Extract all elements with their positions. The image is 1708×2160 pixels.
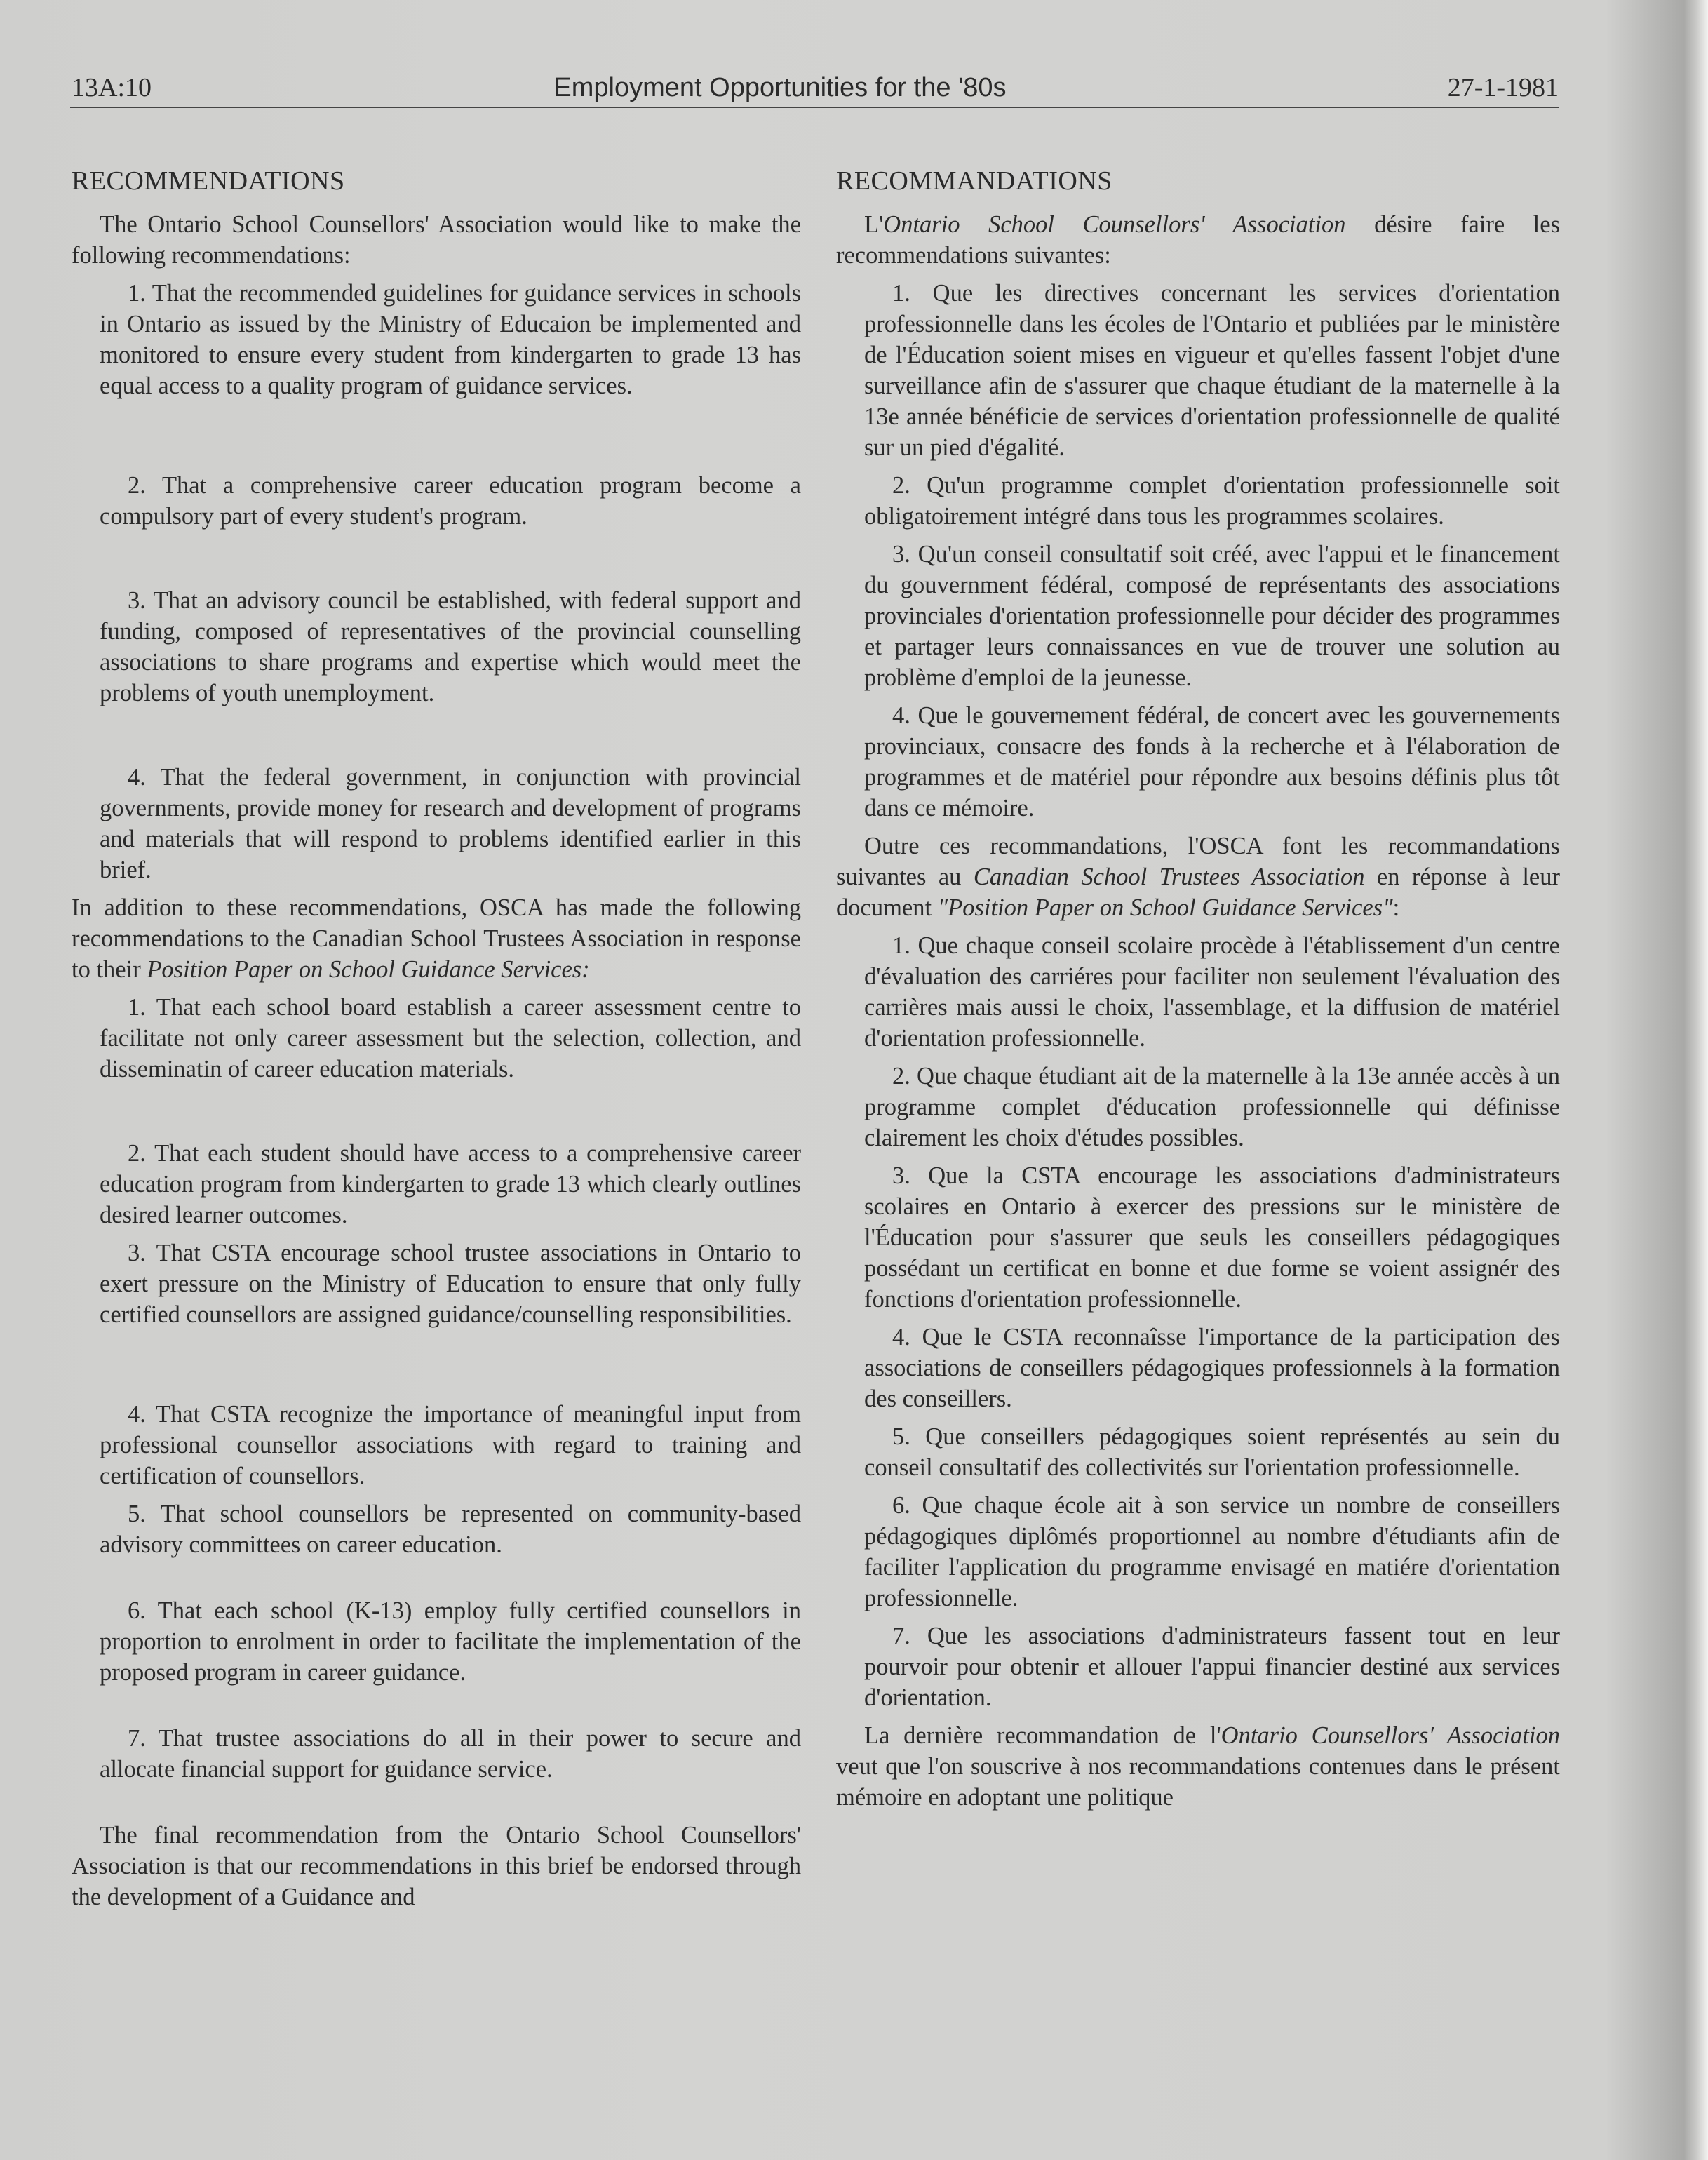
french-csta-org: Canadian School Trustees Association: [973, 864, 1365, 890]
french-final-prefix: La dernière recommandation de l': [864, 1722, 1221, 1749]
french-recommendation-2: 2. Qu'un programme complet d'orientation professionnelle soit obligatoirement intégré dans tous les programmes scolaires.: [864, 472, 1560, 530]
english-heading: RECOMMENDATIONS: [72, 166, 345, 196]
english-final-recommendation: The final recommendation from the Ontario School Counsellors' Association is that our recommendations in this brief be endorsed through the development of a Guidance and: [72, 1822, 801, 1910]
french-column: [836, 166, 1560, 1820]
french-intro: [836, 209, 1560, 271]
french-csta-end: :: [1392, 894, 1400, 921]
french-intro-prefix: L': [864, 211, 884, 238]
english-intro: The Ontario School Counsellors' Association would like to make the following recommendations:: [72, 211, 801, 269]
french-heading: RECOMMANDATIONS: [836, 166, 1112, 196]
french-csta-recommendation-3: 3. Que la CSTA encourage les associations d'administrateurs scolaires en Ontario à exercer des pressions sur le ministère de l'Éducation pour s'assurer que seuls les conseillers pédagogiques possédant un certificat en bonne et due forme se voient assignér des fonctions d'orientation professionnelle.: [864, 1162, 1560, 1313]
english-recommendation-4: 4. That the federal government, in conjunction with provincial governments, provide money for research and development of programs and materials that will respond to problems identified earlier in this brief.: [100, 764, 801, 883]
english-csta-recommendation-3: 3. That CSTA encourage school trustee associations in Ontario to exert pressure on the Ministry of Education to ensure that only fully certified counsellors are assigned guidance/counselling responsibilities.: [100, 1240, 801, 1328]
french-csta-intro-text: Outre ces recommandations, l'OSCA font les recommandations suivantes au: [836, 833, 1560, 890]
english-recommendation-3: 3. That an advisory council be established, with federal support and funding, composed of representatives of the provincial counselling associations to share programs and expertise which would meet the problems of youth unemployment.: [100, 587, 801, 706]
english-csta-intro-text: In addition to these recommendations, OSCA has made the following recommendations to the Canadian School Trustees Association in response to their: [72, 894, 801, 983]
english-recommendation-2: 2. That a comprehensive career education program become a compulsory part of every student's program.: [100, 472, 801, 530]
english-recommendation-1: 1. That the recommended guidelines for guidance services in schools in Ontario as issued by the Ministry of Educaion be implemented and monitored to ensure every student from kindergarten to grade 13 has equal access to a quality program of guidance services.: [100, 280, 801, 399]
french-csta-paper-title: "Position Paper on School Guidance Services": [937, 894, 1393, 921]
english-csta-recommendation-7: 7. That trustee associations do all in their power to secure and allocate financial support for guidance service.: [100, 1725, 801, 1783]
french-recommendation-1: 1. Que les directives concernant les services d'orientation professionnelle dans les écoles de l'Ontario et publiées par le ministère de l'Éducation soient mises en vigueur et qu'elles fassent l'objet d'une surveillance afin de s'assurer que chaque étudiant de la maternelle à la 13e année bénéficie de services d'orientation professionnelle de qualité sur un pied d'égalité.: [864, 280, 1560, 461]
french-csta-mid: en réponse à leur document: [836, 864, 1560, 921]
french-intro-org: Ontario School Counsellors' Association: [883, 211, 1346, 238]
french-recommendation-4: 4. Que le gouvernement fédéral, de concert avec les gouvernements provinciaux, consacre des fonds à la recherche et à l'élaboration de programmes et de matériel pour répondre aux besoins définis plus tôt dans ce mémoire.: [864, 702, 1560, 821]
english-csta-intro: [72, 892, 801, 985]
french-intro-suffix: désire faire les recommendations suivantes:: [836, 211, 1560, 269]
french-final-suffix: veut que l'on souscrive à nos recommandations contenues dans le présent mémoire en adoptant une politique: [836, 1753, 1560, 1811]
french-csta-recommendation-2: 2. Que chaque étudiant ait de la maternelle à la 13e année accès à un programme complet d'éducation professionnelle qui définisse clairement les choix d'études possibles.: [864, 1063, 1560, 1151]
english-csta-recommendation-6: 6. That each school (K-13) employ fully certified counsellors in proportion to enrolment in order to facilitate the implementation of the proposed program in career guidance.: [100, 1597, 801, 1686]
header-rule: [70, 107, 1559, 108]
page-number: 13A:10: [72, 73, 152, 102]
french-final-org: Ontario Counsellors' Association: [1221, 1722, 1560, 1749]
english-csta-recommendation-4: 4. That CSTA recognize the importance of meaningful input from professional counsellor associations with regard to training and certification of counsellors.: [100, 1401, 801, 1489]
french-csta-intro: [836, 831, 1560, 923]
english-column: [72, 166, 801, 1919]
french-csta-recommendation-1: 1. Que chaque conseil scolaire procède à l'établissement d'un centre d'évaluation des carriéres pour faciliter non seulement l'évaluation des carrières mais aussi le choix, l'assemblage, et la diffusion de matériel d'orientation professionnelle.: [864, 932, 1560, 1052]
french-recommendation-3: 3. Qu'un conseil consultatif soit créé, avec l'appui et le financement du gouvernment fédéral, composé de représentants des associations provinciales d'orientation professionnelle pour décider des programmes et partager leurs connaissances en vue de trouver une solution au problème d'emploi de la jeunesse.: [864, 541, 1560, 691]
french-final-recommendation: [836, 1720, 1560, 1813]
english-csta-recommendation-5: 5. That school counsellors be represented on community-based advisory committees on career education.: [100, 1501, 801, 1558]
english-csta-recommendation-2: 2. That each student should have access to a comprehensive career education program from kindergarten to grade 13 which clearly outlines desired learner outcomes.: [100, 1140, 801, 1228]
french-csta-recommendation-7: 7. Que les associations d'administrateurs fassent tout en leur pourvoir pour obtenir et allouer l'appui financier destiné aux services d'orientation.: [864, 1623, 1560, 1711]
page-date: 27-1-1981: [1447, 73, 1559, 102]
english-csta-paper-title: Position Paper on School Guidance Services:: [147, 956, 590, 983]
english-csta-recommendation-1: 1. That each school board establish a career assessment centre to facilitate not only career assessment but the selection, collection, and disseminatin of career education materials.: [100, 994, 801, 1082]
french-csta-recommendation-6: 6. Que chaque école ait à son service un nombre de conseillers pédagogiques diplômés proportionnel au nombre d'étudiants afin de faciliter l'application du programme envisagé en matiére d'orientation professionnelle.: [864, 1492, 1560, 1611]
french-csta-recommendation-5: 5. Que conseillers pédagogiques soient représentés au sein du conseil consultatif des collectivités sur l'orientation professionnelle.: [864, 1423, 1560, 1481]
french-csta-recommendation-4: 4. Que le CSTA reconnaîsse l'importance de la participation des associations de conseillers pédagogiques professionnels à la formation des conseillers.: [864, 1324, 1560, 1412]
running-title: Employment Opportunities for the '80s: [553, 73, 1007, 102]
